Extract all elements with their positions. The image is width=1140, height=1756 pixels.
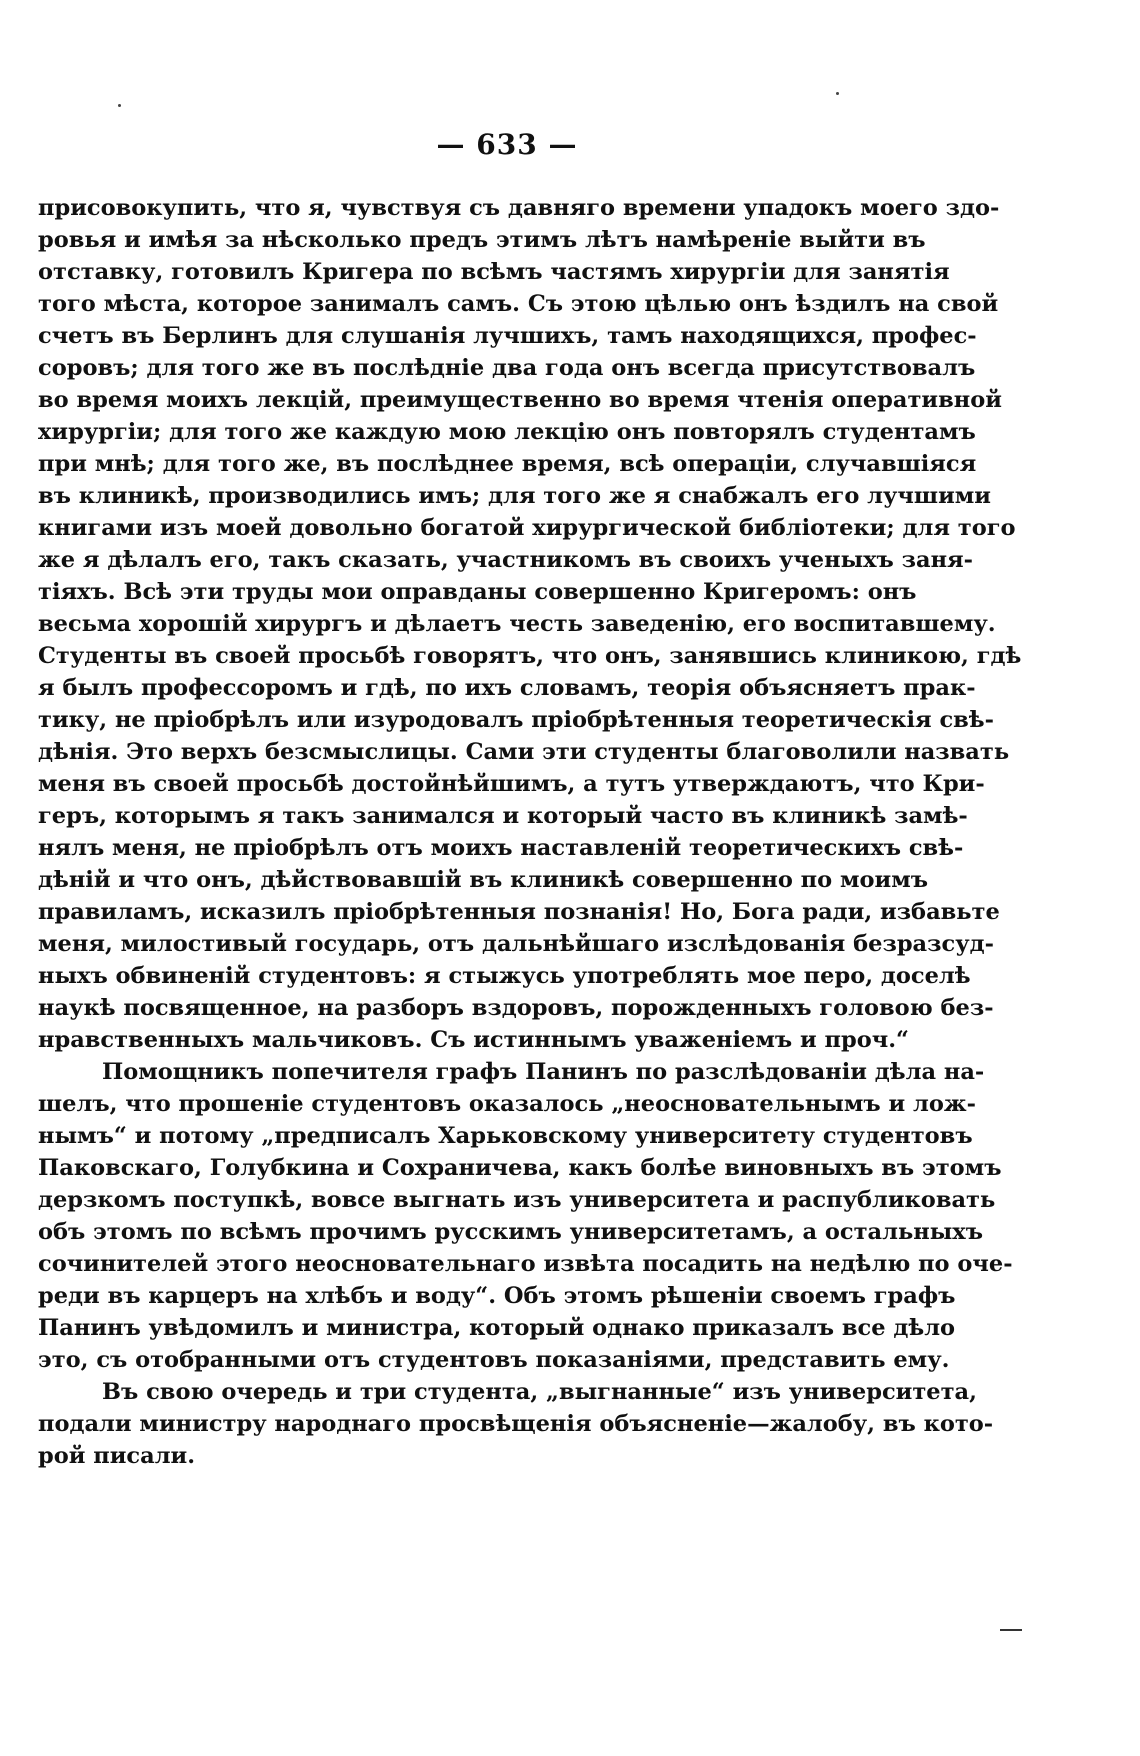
text-line: во время моихъ лекцій, преимущественно во время чтенія оперативной bbox=[38, 387, 1002, 413]
margin-mark bbox=[1000, 1629, 1022, 1631]
text-line: присовокупить, что я, чувствуя съ давняго времени упадокъ моего здо- bbox=[38, 195, 1000, 221]
text-line: объ этомъ по всѣмъ прочимъ русскимъ университетамъ, а остальныхъ bbox=[38, 1219, 983, 1245]
text-line: Въ свою очередь и три студента, „выгнанные“ изъ университета, bbox=[102, 1379, 977, 1405]
text-line: ныхъ обвиненій студентовъ: я стыжусь употреблять мое перо, доселѣ bbox=[38, 963, 971, 989]
text-line: отставку, готовилъ Кригера по всѣмъ частямъ хирургіи для занятія bbox=[38, 259, 950, 285]
text-line: Панинъ увѣдомилъ и министра, который однако приказалъ все дѣло bbox=[38, 1315, 956, 1341]
page-number: — 633 — bbox=[436, 128, 578, 161]
text-line: правиламъ, исказилъ пріобрѣтенныя познанія! Но, Бога ради, избавьте bbox=[38, 899, 1000, 925]
text-line: тику, не пріобрѣлъ или изуродовалъ пріобрѣтенныя теоретическія свѣ- bbox=[38, 707, 994, 733]
text-line: это, съ отобранными отъ студентовъ показаніями, представить ему. bbox=[38, 1347, 950, 1373]
text-line: Помощникъ попечителя графъ Панинъ по разслѣдованіи дѣла на- bbox=[102, 1059, 985, 1085]
text-line: Студенты въ своей просьбѣ говорятъ, что онъ, занявшись клиникою, гдѣ bbox=[38, 643, 1022, 669]
text-line: подали министру народнаго просвѣщенія объясненіе—жалобу, въ кото- bbox=[38, 1411, 994, 1437]
body-text bbox=[38, 192, 1022, 1472]
text-line: дерзкомъ поступкѣ, вовсе выгнать изъ университета и распубликовать bbox=[38, 1187, 996, 1213]
print-speck bbox=[836, 92, 839, 95]
text-line: я былъ профессоромъ и гдѣ, по ихъ словамъ, теорія объясняетъ прак- bbox=[38, 675, 976, 701]
text-line: дѣній и что онъ, дѣйствовавшій въ клиникѣ совершенно по моимъ bbox=[38, 867, 929, 893]
text-line: наукѣ посвященное, на разборъ вздоровъ, порожденныхъ головою без- bbox=[38, 995, 994, 1021]
text-line: нялъ меня, не пріобрѣлъ отъ моихъ наставленій теоретическихъ свѣ- bbox=[38, 835, 964, 861]
text-line: шелъ, что прошеніе студентовъ оказалось „неосновательнымъ и лож- bbox=[38, 1091, 976, 1117]
text-line: нымъ“ и потому „предписалъ Харьковскому университету студентовъ bbox=[38, 1123, 973, 1149]
text-line: въ клиникѣ, производились имъ; для того же я снабжалъ его лучшими bbox=[38, 483, 991, 509]
text-line: счетъ въ Берлинъ для слушанія лучшихъ, тамъ находящихся, профес- bbox=[38, 323, 977, 349]
text-line: сочинителей этого неосновательнаго извѣта посадить на недѣлю по оче- bbox=[38, 1251, 1013, 1277]
text-line: меня, милостивый государь, отъ дальнѣйшаго изслѣдованія безразсуд- bbox=[38, 931, 994, 957]
print-speck bbox=[118, 104, 121, 107]
text-line: того мѣста, которое занималъ самъ. Съ этою цѣлью онъ ѣздилъ на свой bbox=[38, 291, 999, 317]
text-line: геръ, которымъ я такъ занимался и который часто въ клиникѣ замѣ- bbox=[38, 803, 968, 829]
text-line: рой писали. bbox=[38, 1443, 196, 1469]
text-line: при мнѣ; для того же, въ послѣднее время, всѣ операціи, случавшіяся bbox=[38, 451, 977, 477]
text-line: реди въ карцеръ на хлѣбъ и воду“. Объ этомъ рѣшеніи своемъ графъ bbox=[38, 1283, 956, 1309]
text-line: книгами изъ моей довольно богатой хирургической библіотеки; для того bbox=[38, 515, 1016, 541]
text-line: меня въ своей просьбѣ достойнѣйшимъ, а тутъ утверждаютъ, что Кри- bbox=[38, 771, 985, 797]
text-line: дѣнія. Это верхъ безсмыслицы. Сами эти студенты благоволили назвать bbox=[38, 739, 1010, 765]
text-line: весьма хорошій хирургъ и дѣлаетъ честь заведенію, его воспитавшему. bbox=[38, 611, 996, 637]
text-line: хирургіи; для того же каждую мою лекцію онъ повторялъ студентамъ bbox=[38, 419, 976, 445]
text-line: нравственныхъ мальчиковъ. Съ истиннымъ уваженіемъ и проч.“ bbox=[38, 1027, 909, 1053]
text-line: же я дѣлалъ его, такъ сказать, участникомъ въ своихъ ученыхъ заня- bbox=[38, 547, 974, 573]
text-line: соровъ; для того же въ послѣдніе два года онъ всегда присутствовалъ bbox=[38, 355, 976, 381]
text-line: Паковскаго, Голубкина и Сохраничева, какъ болѣе виновныхъ въ этомъ bbox=[38, 1155, 1002, 1181]
text-line: тіяхъ. Всѣ эти труды мои оправданы совершенно Кригеромъ: онъ bbox=[38, 579, 917, 605]
text-line: ровья и имѣя за нѣсколько предъ этимъ лѣтъ намѣреніе выйти въ bbox=[38, 227, 926, 253]
